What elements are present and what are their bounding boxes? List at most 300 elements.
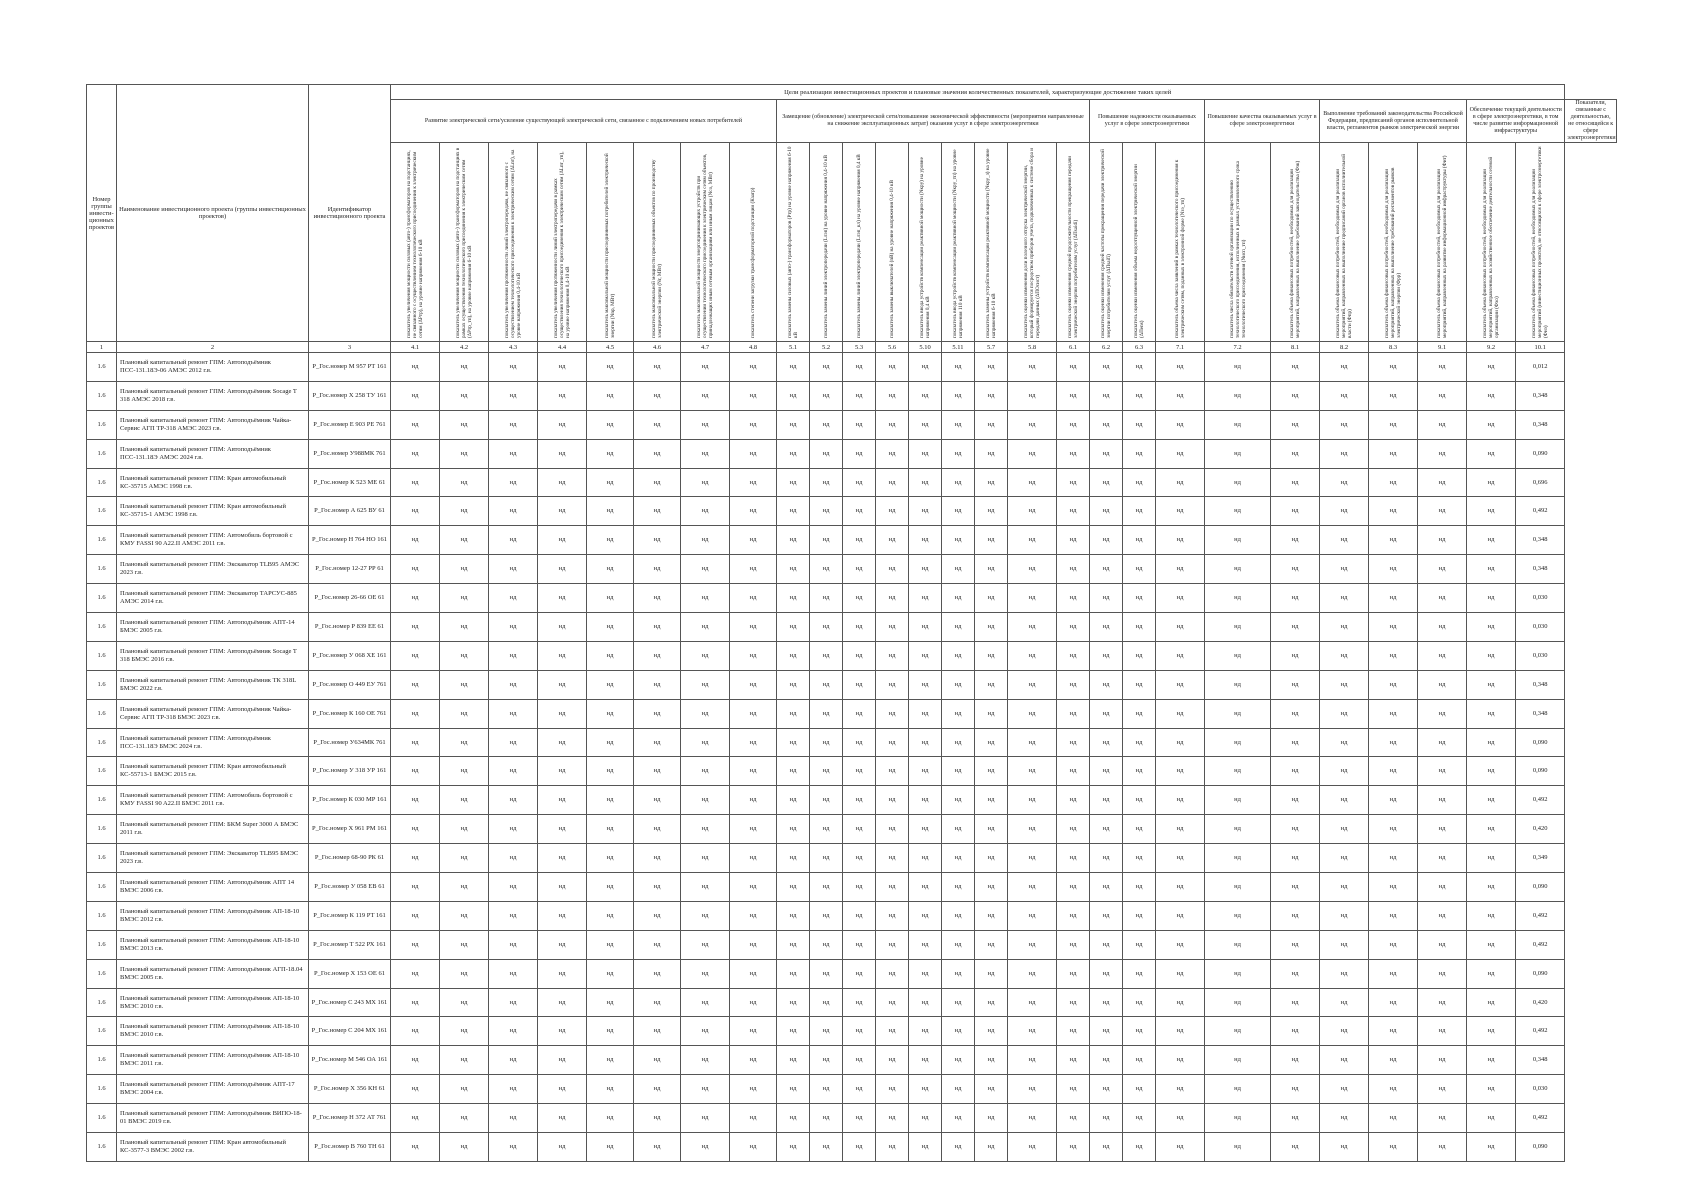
- indicator-value-cell: нд: [1467, 699, 1516, 728]
- indicator-value-cell: нд: [975, 815, 1008, 844]
- indicator-value-cell: нд: [1008, 555, 1057, 584]
- indicator-value-cell: нд: [1320, 901, 1369, 930]
- indicator-value-cell: нд: [1320, 410, 1369, 439]
- indicator-value-cell: нд: [730, 468, 777, 497]
- table-row: [87, 584, 1617, 613]
- indicator-value-cell: нд: [391, 526, 440, 555]
- indicator-value-cell: нд: [975, 381, 1008, 410]
- indicator-value-cell: нд: [1057, 901, 1090, 930]
- indicator-value-cell: нд: [681, 410, 730, 439]
- category-header: Повышение надежности оказываемых услуг в сфере электроэнергетики: [1090, 100, 1205, 143]
- indicator-value-cell: нд: [1057, 1017, 1090, 1046]
- indicator-value-cell: нд: [843, 468, 876, 497]
- indicator-value-cell: нд: [1320, 1075, 1369, 1104]
- indicator-value-cell: нд: [1369, 497, 1418, 526]
- indicator-value-cell: нд: [942, 757, 975, 786]
- indicator-value-cell: нд: [1369, 815, 1418, 844]
- column-number: 6.2: [1090, 342, 1123, 353]
- indicator-value-cell: нд: [909, 699, 942, 728]
- column-number: 4.2: [440, 342, 489, 353]
- group-number-cell: 1.6: [87, 410, 117, 439]
- indicator-value-cell: нд: [975, 728, 1008, 757]
- indicator-value-cell: нд: [730, 757, 777, 786]
- column-number: 4.4: [538, 342, 587, 353]
- indicator-value-cell: нд: [777, 526, 810, 555]
- indicator-value-cell: нд: [1467, 959, 1516, 988]
- indicator-value-cell: нд: [1467, 815, 1516, 844]
- indicator-value-cell: нд: [1205, 1104, 1271, 1133]
- indicator-value-cell: 0,348: [1516, 1046, 1565, 1075]
- indicator-value-cell: нд: [1467, 1075, 1516, 1104]
- indicator-value-cell: 0,492: [1516, 786, 1565, 815]
- indicator-value-cell: нд: [777, 439, 810, 468]
- indicator-value-cell: нд: [1057, 959, 1090, 988]
- indicator-value-cell: нд: [942, 670, 975, 699]
- indicator-value-cell: нд: [1156, 728, 1205, 757]
- project-name-cell: Плановый капитальный ремонт ГПМ: Автомобиль бортовой с КМУ FASSI 90 A22.II БМЭС 2011 г.в.: [117, 786, 309, 815]
- column-number: 4.6: [634, 342, 681, 353]
- indicator-value-cell: нд: [843, 410, 876, 439]
- indicator-value-cell: нд: [489, 786, 538, 815]
- indicator-value-cell: нд: [1271, 844, 1320, 873]
- indicator-value-cell: нд: [909, 381, 942, 410]
- indicator-value-cell: нд: [843, 584, 876, 613]
- category-header: Выполнение требований законодательства Российской Федерации, предписаний органов исполнительной власти, регламентов рынков электрической энергии: [1320, 100, 1467, 143]
- indicator-label: показатель увеличения протяженности линий электропередачи в рамках осуществления технологического присоединения к электрическим сетям (ΔLnт_тп), на уровне напряжения 0,4-10 кВ: [553, 151, 571, 338]
- indicator-value-cell: нд: [909, 1075, 942, 1104]
- indicator-value-cell: нд: [1008, 381, 1057, 410]
- table-row: [87, 959, 1617, 988]
- column-number: 4.8: [730, 342, 777, 353]
- indicator-value-cell: нд: [489, 844, 538, 873]
- indicator-value-cell: нд: [1320, 728, 1369, 757]
- indicator-value-cell: нд: [1418, 613, 1467, 642]
- indicator-value-cell: нд: [810, 988, 843, 1017]
- project-id-cell: P_Гос.номер К 030 МР 161: [309, 786, 391, 815]
- indicator-value-cell: нд: [391, 497, 440, 526]
- indicator-value-cell: нд: [777, 555, 810, 584]
- group-number-cell: 1.6: [87, 353, 117, 382]
- indicator-label: показатель числа обязательств сетевой организации по осуществлению технологического присоединения, исполненных в рамках установленного срока технологического присоединения (Nисп_тп): [1228, 161, 1247, 338]
- indicator-value-cell: нд: [1369, 1017, 1418, 1046]
- indicator-value-cell: нд: [1369, 526, 1418, 555]
- indicator-value-cell: 0,030: [1516, 613, 1565, 642]
- indicator-value-cell: нд: [489, 815, 538, 844]
- indicator-value-cell: нд: [1467, 584, 1516, 613]
- indicator-value-cell: нд: [1123, 988, 1156, 1017]
- column-number: 4.1: [391, 342, 440, 353]
- indicator-value-cell: нд: [1271, 1017, 1320, 1046]
- indicator-value-cell: нд: [1123, 439, 1156, 468]
- indicator-value-cell: нд: [1057, 1104, 1090, 1133]
- indicator-value-cell: нд: [810, 930, 843, 959]
- indicator-value-cell: нд: [1467, 555, 1516, 584]
- indicator-value-cell: нд: [1271, 641, 1320, 670]
- indicator-value-cell: нд: [1057, 584, 1090, 613]
- indicator-label: показатель ввода устройств компенсации реактивной мощности (Nкру_тп) на уровне напряжения 110 кВ: [952, 149, 964, 338]
- indicator-value-cell: нд: [587, 468, 634, 497]
- indicator-value-cell: нд: [810, 613, 843, 642]
- indicator-value-cell: нд: [391, 1017, 440, 1046]
- indicator-value-cell: нд: [681, 699, 730, 728]
- indicator-value-cell: нд: [634, 786, 681, 815]
- project-name-cell: Плановый капитальный ремонт ГПМ: Автоподъёмник АГП-18.04 ВМЭС 2005 г.в.: [117, 959, 309, 988]
- column-number: 9.1: [1418, 342, 1467, 353]
- indicator-value-cell: нд: [1123, 641, 1156, 670]
- indicator-value-cell: нд: [975, 1075, 1008, 1104]
- indicator-value-cell: нд: [1369, 1075, 1418, 1104]
- indicator-value-cell: нд: [1156, 555, 1205, 584]
- indicator-value-cell: нд: [489, 1017, 538, 1046]
- indicator-value-cell: нд: [909, 844, 942, 873]
- indicator-value-cell: нд: [1123, 670, 1156, 699]
- indicator-value-cell: нд: [777, 959, 810, 988]
- indicator-value-cell: нд: [538, 353, 587, 382]
- indicator-value-cell: нд: [489, 381, 538, 410]
- indicator-value-cell: нд: [538, 613, 587, 642]
- indicator-value-cell: нд: [1320, 468, 1369, 497]
- indicator-value-cell: нд: [634, 468, 681, 497]
- project-name-cell: Плановый капитальный ремонт ГПМ: Кран автомобильный КС-35715-1 АМЭС 1998 г.в.: [117, 497, 309, 526]
- indicator-value-cell: нд: [876, 815, 909, 844]
- indicator-value-cell: нд: [1271, 670, 1320, 699]
- indicator-value-cell: нд: [1008, 613, 1057, 642]
- indicator-value-cell: нд: [1205, 410, 1271, 439]
- indicator-value-cell: нд: [1090, 959, 1123, 988]
- header-goals: Цели реализации инвестиционных проектов и плановые значения количественных показателей, характеризующие достижение таких целей: [391, 85, 1565, 100]
- project-id-cell: P_Гос.номер Н 764 НО 161: [309, 526, 391, 555]
- group-number-cell: 1.6: [87, 815, 117, 844]
- table-row: [87, 613, 1617, 642]
- group-number-cell: 1.6: [87, 959, 117, 988]
- indicator-value-cell: нд: [1090, 844, 1123, 873]
- indicator-value-cell: нд: [1205, 1075, 1271, 1104]
- indicator-value-cell: нд: [1467, 901, 1516, 930]
- indicator-value-cell: нд: [1467, 613, 1516, 642]
- indicator-value-cell: нд: [391, 641, 440, 670]
- indicator-value-cell: нд: [1057, 757, 1090, 786]
- indicator-value-cell: нд: [440, 497, 489, 526]
- project-name-cell: Плановый капитальный ремонт ГПМ: Автоподъёмник ПСС-131.18Э-06 АМЭС 2012 г.в.: [117, 353, 309, 382]
- indicator-value-cell: нд: [1369, 757, 1418, 786]
- indicator-value-cell: нд: [440, 555, 489, 584]
- indicator-value-cell: нд: [975, 1133, 1008, 1162]
- indicator-value-cell: нд: [1467, 930, 1516, 959]
- indicator-value-cell: нд: [587, 844, 634, 873]
- indicator-value-cell: нд: [538, 930, 587, 959]
- indicator-value-cell: нд: [587, 930, 634, 959]
- indicator-header: [1369, 143, 1418, 342]
- indicator-value-cell: нд: [1320, 1104, 1369, 1133]
- indicator-value-cell: нд: [1271, 988, 1320, 1017]
- indicator-value-cell: нд: [1090, 728, 1123, 757]
- indicator-value-cell: нд: [843, 1104, 876, 1133]
- column-number: 7.2: [1205, 342, 1271, 353]
- indicator-value-cell: нд: [730, 988, 777, 1017]
- project-name-cell: Плановый капитальный ремонт ГПМ: Кран автомобильный КС-55713-1 БМЭС 2015 г.в.: [117, 757, 309, 786]
- indicator-value-cell: нд: [1271, 930, 1320, 959]
- indicator-value-cell: нд: [587, 1046, 634, 1075]
- table-row: [87, 988, 1617, 1017]
- indicator-value-cell: нд: [634, 641, 681, 670]
- indicator-value-cell: нд: [810, 381, 843, 410]
- indicator-value-cell: нд: [876, 1104, 909, 1133]
- indicator-value-cell: нд: [391, 757, 440, 786]
- indicator-value-cell: нд: [489, 959, 538, 988]
- indicator-value-cell: нд: [1008, 584, 1057, 613]
- indicator-value-cell: нд: [1418, 959, 1467, 988]
- column-number-row: [87, 342, 1617, 353]
- project-name-cell: Плановый капитальный ремонт ГПМ: Экскаватор ТАРСУС-885 АМЭС 2014 г.в.: [117, 584, 309, 613]
- project-name-cell: Плановый капитальный ремонт ГПМ: Автоподъёмник АП-18-10 ВМЭС 2010 г.в.: [117, 1017, 309, 1046]
- indicator-value-cell: нд: [1057, 670, 1090, 699]
- indicator-value-cell: нд: [1057, 613, 1090, 642]
- indicator-value-cell: нд: [1418, 670, 1467, 699]
- indicator-value-cell: нд: [1057, 1075, 1090, 1104]
- indicator-value-cell: нд: [1320, 844, 1369, 873]
- indicator-value-cell: нд: [909, 497, 942, 526]
- indicator-value-cell: нд: [1467, 844, 1516, 873]
- table-row: [87, 844, 1617, 873]
- indicator-value-cell: нд: [1008, 815, 1057, 844]
- indicator-value-cell: нд: [1090, 988, 1123, 1017]
- indicator-value-cell: нд: [489, 699, 538, 728]
- indicator-value-cell: нд: [730, 728, 777, 757]
- group-number-cell: 1.6: [87, 613, 117, 642]
- indicator-value-cell: нд: [730, 613, 777, 642]
- indicator-value-cell: нд: [1008, 468, 1057, 497]
- indicator-value-cell: нд: [843, 555, 876, 584]
- group-number-cell: 1.6: [87, 901, 117, 930]
- indicator-value-cell: нд: [730, 1075, 777, 1104]
- indicator-value-cell: нд: [909, 353, 942, 382]
- group-number-cell: 1.6: [87, 439, 117, 468]
- indicator-value-cell: нд: [876, 873, 909, 902]
- indicator-value-cell: нд: [634, 699, 681, 728]
- indicator-value-cell: нд: [538, 1104, 587, 1133]
- indicator-value-cell: нд: [1369, 1133, 1418, 1162]
- group-number-cell: 1.6: [87, 988, 117, 1017]
- indicator-value-cell: нд: [391, 930, 440, 959]
- indicator-header: [1156, 143, 1205, 342]
- indicator-value-cell: нд: [1271, 1104, 1320, 1133]
- indicator-value-cell: нд: [1090, 613, 1123, 642]
- indicator-value-cell: нд: [1271, 526, 1320, 555]
- indicator-label: показатель объема числа заявлений в рамках технологического присоединения к электрическим сетям, поданных в электронной форме (Nзэ_тп): [1174, 159, 1186, 338]
- indicator-value-cell: нд: [1205, 1133, 1271, 1162]
- indicator-value-cell: нд: [1008, 1046, 1057, 1075]
- indicator-value-cell: нд: [730, 497, 777, 526]
- indicator-value-cell: нд: [1123, 410, 1156, 439]
- indicator-value-cell: нд: [538, 757, 587, 786]
- indicator-value-cell: нд: [843, 901, 876, 930]
- column-number: 5.7: [975, 342, 1008, 353]
- indicator-value-cell: нд: [942, 1104, 975, 1133]
- indicator-value-cell: нд: [391, 439, 440, 468]
- indicator-value-cell: нд: [1008, 930, 1057, 959]
- indicator-value-cell: нд: [1123, 728, 1156, 757]
- indicator-value-cell: нд: [1467, 497, 1516, 526]
- indicator-value-cell: нд: [538, 786, 587, 815]
- indicator-value-cell: нд: [538, 844, 587, 873]
- indicator-value-cell: нд: [1418, 641, 1467, 670]
- group-number-cell: 1.6: [87, 728, 117, 757]
- indicator-value-cell: нд: [440, 959, 489, 988]
- group-number-cell: 1.6: [87, 468, 117, 497]
- indicator-value-cell: нд: [810, 873, 843, 902]
- indicator-value-cell: нд: [1271, 873, 1320, 902]
- project-id-cell: P_Гос.номер М 546 ОА 161: [309, 1046, 391, 1075]
- indicator-value-cell: нд: [1008, 728, 1057, 757]
- indicator-value-cell: нд: [1090, 873, 1123, 902]
- indicator-value-cell: нд: [810, 410, 843, 439]
- indicator-value-cell: нд: [440, 930, 489, 959]
- indicator-value-cell: нд: [634, 815, 681, 844]
- indicator-value-cell: нд: [1467, 410, 1516, 439]
- indicator-value-cell: нд: [909, 930, 942, 959]
- indicator-value-cell: нд: [777, 410, 810, 439]
- indicator-value-cell: нд: [587, 959, 634, 988]
- indicator-value-cell: нд: [440, 613, 489, 642]
- indicator-value-cell: нд: [634, 353, 681, 382]
- table-row: [87, 1104, 1617, 1133]
- indicator-label: показатель объема финансовых потребностей, необходимых для реализации мероприятий, направленных на выполнение требований законодательства (Фзк): [1289, 160, 1301, 338]
- indicator-value-cell: нд: [1090, 584, 1123, 613]
- indicator-value-cell: нд: [909, 410, 942, 439]
- indicator-value-cell: нд: [681, 844, 730, 873]
- indicator-value-cell: нд: [1271, 584, 1320, 613]
- investment-projects-table: [86, 84, 1617, 1162]
- indicator-value-cell: 0,090: [1516, 1133, 1565, 1162]
- project-id-cell: P_Гос.номер А 625 ВУ 61: [309, 497, 391, 526]
- indicator-value-cell: нд: [391, 1133, 440, 1162]
- indicator-value-cell: нд: [843, 930, 876, 959]
- indicator-value-cell: нд: [538, 1075, 587, 1104]
- table-row: [87, 468, 1617, 497]
- indicator-value-cell: нд: [1418, 815, 1467, 844]
- indicator-value-cell: нд: [391, 901, 440, 930]
- column-number: 5.6: [876, 342, 909, 353]
- indicator-label: показатель оценки изменения средней продолжительности прекращения передачи электрической энергии потребителям услуг (ΔПsaidi): [1067, 155, 1079, 338]
- indicator-value-cell: нд: [1271, 353, 1320, 382]
- indicator-value-cell: нд: [1090, 786, 1123, 815]
- indicator-value-cell: нд: [440, 353, 489, 382]
- indicator-value-cell: нд: [1418, 1046, 1467, 1075]
- indicator-value-cell: нд: [1057, 555, 1090, 584]
- indicator-value-cell: нд: [1156, 844, 1205, 873]
- indicator-value-cell: нд: [681, 439, 730, 468]
- column-number: 5.3: [843, 342, 876, 353]
- project-id-cell: P_Гос.номер У 318 УР 161: [309, 757, 391, 786]
- indicator-value-cell: нд: [489, 1104, 538, 1133]
- indicator-label: показатель ввода устройств компенсации реактивной мощности (Nкру) на уровне напряжения 0,4 кВ: [919, 157, 931, 338]
- indicator-header: [391, 143, 440, 342]
- indicator-value-cell: нд: [1008, 526, 1057, 555]
- indicator-value-cell: нд: [777, 641, 810, 670]
- column-number: 1: [87, 342, 117, 353]
- indicator-value-cell: нд: [1205, 381, 1271, 410]
- group-number-cell: 1.6: [87, 381, 117, 410]
- indicator-value-cell: нд: [1090, 930, 1123, 959]
- project-id-cell: P_Гос.номер У988МК 761: [309, 439, 391, 468]
- group-number-cell: 1.6: [87, 670, 117, 699]
- indicator-value-cell: нд: [1008, 844, 1057, 873]
- indicator-value-cell: нд: [975, 526, 1008, 555]
- indicator-value-cell: 0,090: [1516, 439, 1565, 468]
- indicator-value-cell: нд: [730, 526, 777, 555]
- project-name-cell: Плановый капитальный ремонт ГПМ: Кран автомобильный КС-3577-3 ВМЭС 2002 г.в.: [117, 1133, 309, 1162]
- indicator-value-cell: нд: [1205, 1017, 1271, 1046]
- indicator-value-cell: нд: [681, 613, 730, 642]
- indicator-value-cell: нд: [587, 410, 634, 439]
- indicator-value-cell: нд: [681, 959, 730, 988]
- indicator-value-cell: нд: [730, 381, 777, 410]
- project-name-cell: Плановый капитальный ремонт ГПМ: Автоподъёмник Чайка-Сервис АГП ТР-318 БМЭС 2023 г.в.: [117, 699, 309, 728]
- indicator-value-cell: нд: [942, 497, 975, 526]
- indicator-value-cell: нд: [634, 439, 681, 468]
- indicator-header: [538, 143, 587, 342]
- project-id-cell: P_Гос.номер С 204 МХ 161: [309, 1017, 391, 1046]
- indicator-value-cell: нд: [975, 1017, 1008, 1046]
- indicator-header: [489, 143, 538, 342]
- indicator-value-cell: нд: [810, 353, 843, 382]
- project-id-cell: P_Гос.номер М 957 РТ 161: [309, 353, 391, 382]
- indicator-value-cell: нд: [1320, 988, 1369, 1017]
- indicator-value-cell: нд: [1156, 901, 1205, 930]
- indicator-value-cell: нд: [975, 901, 1008, 930]
- indicator-value-cell: нд: [587, 786, 634, 815]
- column-number: 6.1: [1057, 342, 1090, 353]
- table-row: [87, 670, 1617, 699]
- indicator-header: [1467, 143, 1516, 342]
- table-row: [87, 757, 1617, 786]
- indicator-value-cell: нд: [909, 439, 942, 468]
- indicator-value-cell: нд: [1369, 555, 1418, 584]
- indicator-value-cell: нд: [440, 1017, 489, 1046]
- indicator-value-cell: нд: [489, 439, 538, 468]
- indicator-value-cell: нд: [681, 353, 730, 382]
- indicator-value-cell: нд: [1123, 555, 1156, 584]
- indicator-value-cell: нд: [587, 873, 634, 902]
- indicator-value-cell: нд: [1057, 815, 1090, 844]
- indicator-header: [634, 143, 681, 342]
- indicator-value-cell: нд: [587, 988, 634, 1017]
- indicator-value-cell: нд: [1205, 439, 1271, 468]
- indicator-value-cell: нд: [1320, 641, 1369, 670]
- indicator-value-cell: нд: [876, 584, 909, 613]
- indicator-header: [1516, 143, 1565, 342]
- indicator-value-cell: нд: [909, 959, 942, 988]
- indicator-value-cell: нд: [1418, 526, 1467, 555]
- table-row: [87, 786, 1617, 815]
- indicator-value-cell: нд: [1320, 757, 1369, 786]
- indicator-value-cell: нд: [1369, 959, 1418, 988]
- indicator-value-cell: нд: [942, 526, 975, 555]
- indicator-value-cell: нд: [1205, 613, 1271, 642]
- indicator-value-cell: нд: [975, 641, 1008, 670]
- indicator-value-cell: нд: [876, 988, 909, 1017]
- indicator-value-cell: нд: [440, 670, 489, 699]
- indicator-value-cell: нд: [634, 1133, 681, 1162]
- indicator-value-cell: нд: [391, 353, 440, 382]
- indicator-value-cell: нд: [975, 844, 1008, 873]
- indicator-value-cell: нд: [1320, 439, 1369, 468]
- indicator-value-cell: нд: [634, 988, 681, 1017]
- indicator-value-cell: нд: [391, 815, 440, 844]
- indicator-value-cell: нд: [730, 555, 777, 584]
- indicator-value-cell: нд: [1418, 1075, 1467, 1104]
- indicator-value-cell: нд: [1418, 439, 1467, 468]
